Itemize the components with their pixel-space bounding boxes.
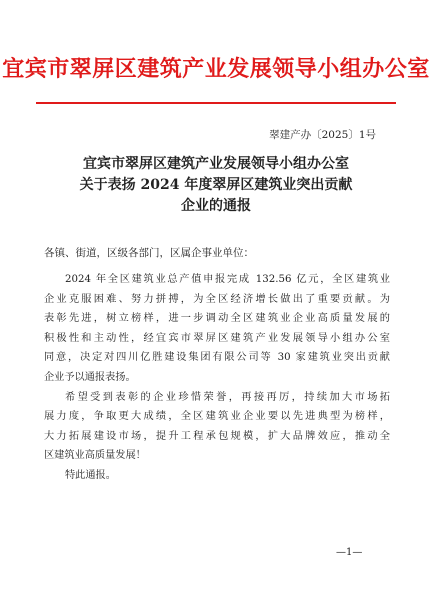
paragraph-2-line: 希望受到表彰的企业珍惜荣誉，再接再厉，持续加大市场拓	[65, 391, 390, 403]
title-line-2: 关于表扬 2024 年度翠屏区建筑业突出贡献	[79, 177, 353, 193]
paragraph-1-line: 企业予以通报表扬。	[44, 371, 136, 383]
body-text	[44, 270, 390, 486]
document-number: 翠建产办〔2025〕1号	[269, 129, 376, 141]
paragraph-1-line: 同意，决定对四川亿胜建设集团有限公司等 30 家建筑业突出贡献	[44, 352, 390, 364]
paragraph-2-line: 区建筑业高质量发展！	[44, 450, 146, 462]
paragraph-1-line: 表彰先进，树立榜样，进一步调动全区建筑业企业高质量发展的	[44, 313, 390, 325]
title-line-1: 宜宾市翠屏区建筑产业发展领导小组办公室	[83, 156, 349, 172]
paragraph-1-line: 积极性和主动性，经宜宾市翠屏区建筑产业发展领导小组办公室	[44, 332, 390, 344]
paragraph-1-line: 企业克服困难、努力拼搏，为全区经济增长做出了重要贡献。为	[44, 293, 390, 305]
page-number: —1—	[336, 547, 363, 558]
masthead-red-rule	[36, 102, 396, 104]
paragraph-2-line: 大力拓展建设市场，提升工程承包规模，扩大品牌效应，推动全	[44, 430, 390, 442]
closing-line: 特此通报。	[65, 469, 116, 481]
document-title	[0, 154, 432, 217]
title-line-3: 企业的通报	[181, 198, 251, 214]
paragraph-1-line: 2024 年全区建筑业总产值申报完成 132.56 亿元，全区建筑业	[65, 274, 390, 285]
addressee: 各镇、街道，区级各部门，区属企事业单位：	[44, 247, 254, 259]
paragraph-2-line: 展力度，争取更大成绩，全区建筑业企业要以先进典型为榜样，	[44, 411, 390, 423]
masthead: 宜宾市翠屏区建筑产业发展领导小组办公室	[2, 56, 430, 82]
